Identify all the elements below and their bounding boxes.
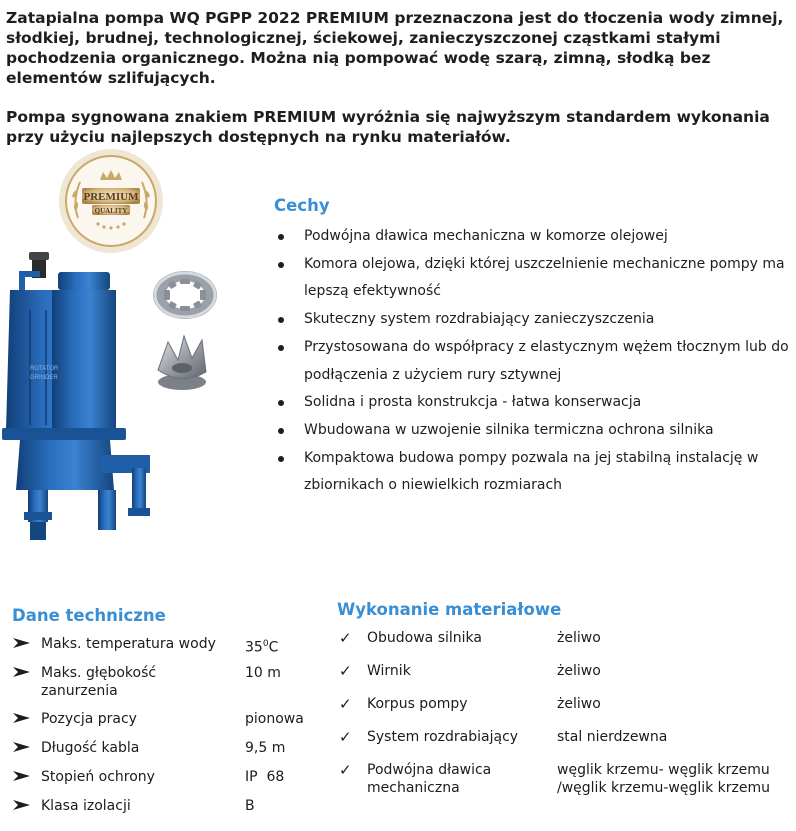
table-row	[337, 695, 795, 728]
checkmark-icon: ✓	[339, 629, 352, 647]
tech-value: $35^0C$	[245, 639, 279, 656]
intro-paragraph-2: Pompa sygnowana znakiem PREMIUM wyróżnia się najwyższym standardem wykonania przy użyciu najlepszych dostępnych na rynku materiałów.	[6, 108, 770, 146]
arrowhead-icon	[12, 740, 32, 754]
feature-text: Podwójna dławica mechaniczna w komorze olejowej	[304, 228, 668, 244]
material-value: żeliwo	[557, 663, 601, 679]
arrowhead-icon	[12, 798, 32, 812]
bullet-icon	[278, 456, 284, 462]
intro-paragraph-1: Zatapialna pompa WQ PGPP 2022 PREMIUM przeznaczona jest do tłoczenia wody zimnej, słodkiej, brudnej, technologicznej, ściekowej, zanieczyszczonej cząstkami stałymi pochodzenia organicznego. Można nią pompować wodę szarą, zimną, słodką bez elementów szlifujących.	[6, 9, 784, 87]
table-row	[12, 710, 332, 739]
table-row	[337, 662, 795, 695]
tech-value: pionowa	[245, 711, 304, 727]
bullet-icon	[278, 345, 284, 351]
list-item	[274, 223, 789, 251]
material-value	[557, 761, 796, 797]
feature-text: Skuteczny system rozdrabiający zanieczyszczenia	[304, 311, 655, 328]
feature-text: Solidna i prosta konstrukcja - łatwa konserwacja	[304, 394, 642, 411]
table-row	[337, 728, 795, 761]
material-label: Wirnik	[367, 663, 411, 679]
material-label: Obudowa silnika	[367, 630, 482, 646]
list-item	[274, 251, 789, 306]
checkmark-icon: ✓	[339, 662, 352, 680]
checkmark-icon: ✓	[339, 695, 352, 713]
feature-text: Wbudowana w uzwojenie silnika termiczna ochrona silnika	[304, 421, 714, 438]
tech-value: 10 m	[245, 665, 281, 681]
material-value: żeliwo	[557, 696, 601, 712]
badge-text-1: PREMIUM	[83, 191, 139, 203]
list-item	[274, 306, 789, 334]
materials-title: Wykonanie materiałowe	[337, 600, 562, 619]
pump-text-2: GRINDER	[30, 375, 58, 381]
material-label: Podwójna dławica mechaniczna	[367, 762, 492, 796]
grinder-cutter-image	[152, 330, 212, 392]
feature-text: Komora olejowa, dzięki której uszczelnienie mechaniczne pompy ma lepszą efektywność	[304, 255, 785, 300]
material-value-line-2: /węglik krzemu-węglik krzemu	[557, 780, 771, 796]
checkmark-icon: ✓	[339, 761, 352, 779]
pump-image	[0, 250, 150, 550]
feature-text: Przystosowana do współpracy z elastycznym wężem tłocznym lub do podłączenia z użyciem rury sztywnej	[304, 338, 789, 383]
material-label: Korpus pompy	[367, 696, 468, 712]
material-value: żeliwo	[557, 630, 601, 646]
tech-label: Maks. temperatura wody	[41, 636, 216, 652]
tech-value: IP 68	[245, 769, 285, 785]
material-value: stal nierdzewna	[557, 729, 668, 745]
table-row	[12, 768, 332, 797]
list-item	[274, 417, 789, 445]
features-title: Cechy	[274, 196, 330, 215]
materials-section	[337, 600, 795, 811]
bullet-icon	[278, 234, 284, 240]
checkmark-icon: ✓	[339, 728, 352, 746]
technical-data-section	[12, 606, 332, 826]
tech-label: Stopień ochrony	[41, 769, 155, 785]
tech-value: B	[245, 798, 255, 814]
feature-text: Kompaktowa budowa pompy pozwala na jej stabilną instalację w zbiornikach o niewielkich rozmiarach	[304, 449, 759, 494]
intro-text	[6, 8, 791, 147]
list-item	[274, 445, 789, 500]
tech-label: Długość kabla	[41, 740, 140, 756]
grinder-ring-image	[150, 268, 220, 322]
pump-text-1: ROTATOR	[30, 366, 59, 372]
premium-quality-badge	[58, 148, 164, 254]
features-list	[274, 223, 789, 500]
list-item	[274, 389, 789, 417]
bullet-icon	[278, 428, 284, 434]
badge-text-2: QUALITY	[94, 207, 128, 215]
features-section	[274, 196, 789, 500]
table-row	[337, 629, 795, 662]
technical-data-title: Dane techniczne	[12, 606, 166, 625]
table-row	[12, 797, 332, 826]
arrowhead-icon	[12, 769, 32, 783]
arrowhead-icon	[12, 711, 32, 725]
bullet-icon	[278, 262, 284, 268]
bullet-icon	[278, 400, 284, 406]
table-row	[12, 635, 332, 664]
bullet-icon	[278, 317, 284, 323]
table-row	[12, 664, 332, 710]
table-row	[337, 761, 795, 811]
material-label: System rozdrabiający	[367, 729, 519, 745]
tech-label: Pozycja pracy	[41, 711, 137, 727]
arrowhead-icon	[12, 636, 32, 650]
arrowhead-icon	[12, 665, 32, 679]
list-item	[274, 334, 789, 389]
tech-label: Klasa izolacji	[41, 798, 131, 814]
tech-value: 9,5 m	[245, 740, 286, 756]
table-row	[12, 739, 332, 768]
tech-label: Maks. głębokość zanurzenia	[41, 665, 157, 699]
material-value-line-1: węglik krzemu- węglik krzemu	[557, 762, 770, 778]
